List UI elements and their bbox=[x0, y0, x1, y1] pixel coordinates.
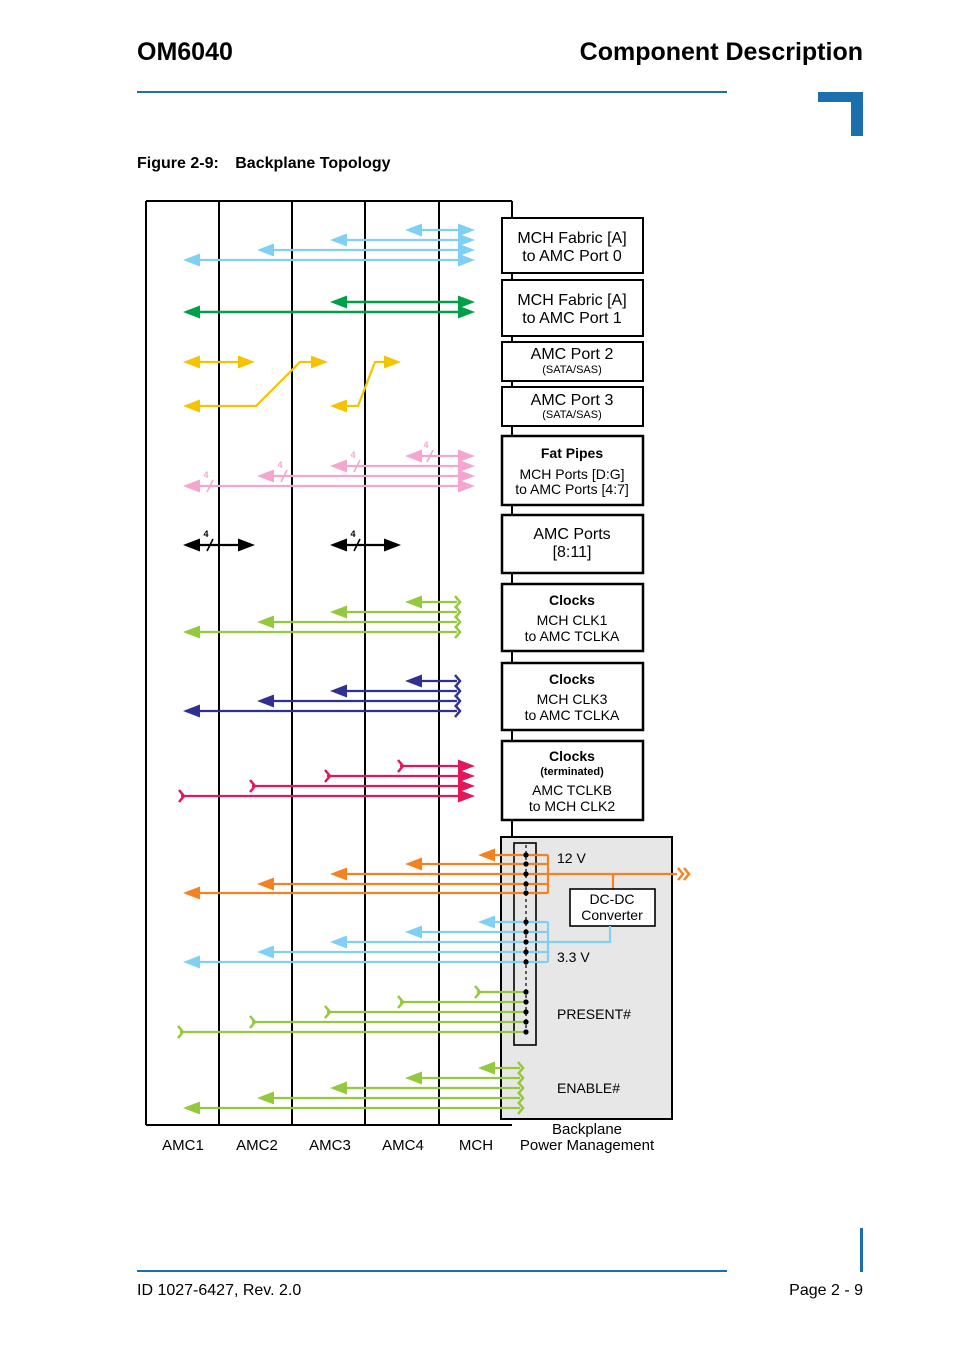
column-label-amc3: AMC3 bbox=[309, 1137, 351, 1154]
sata-arrow bbox=[384, 356, 401, 369]
fatpipe-lane-label: 4 bbox=[350, 450, 356, 460]
v12-input bbox=[684, 868, 689, 880]
fabric0-arrow-left bbox=[257, 244, 274, 257]
present-pin bbox=[523, 1019, 528, 1024]
power-management-label-1: Backplane bbox=[551, 1121, 623, 1138]
v12-arrow bbox=[330, 868, 347, 881]
column-label-mch: MCH bbox=[458, 1137, 494, 1154]
box-fabric0-line1: MCH Fabric [A] bbox=[517, 230, 627, 247]
fabric1-arrow-left bbox=[330, 296, 347, 309]
present-pin bbox=[523, 1009, 528, 1014]
v33-label: 3.3 V bbox=[557, 949, 590, 965]
fatpipe-lane-label: 4 bbox=[423, 440, 429, 450]
converter-label-2: Converter bbox=[581, 907, 643, 923]
corner-mark-bottom bbox=[860, 1228, 863, 1272]
box-clk2-title: Clocks bbox=[549, 748, 595, 764]
enable-arrow bbox=[478, 1062, 495, 1075]
box-fabric1-line1: MCH Fabric [A] bbox=[517, 292, 627, 309]
clk2-arrow bbox=[458, 790, 475, 803]
box-ports811-line1: AMC Ports bbox=[533, 526, 611, 543]
box-clk2-line2: to MCH CLK2 bbox=[528, 798, 616, 814]
v33-pin bbox=[523, 929, 528, 934]
v12-arrow bbox=[257, 878, 274, 891]
v33-arrow bbox=[330, 936, 347, 949]
box-clk1-line2: to AMC TCLKA bbox=[524, 628, 620, 644]
sata-link bbox=[193, 362, 318, 406]
v33-arrow bbox=[478, 916, 495, 929]
v12-input bbox=[678, 868, 683, 880]
clk3-arrow bbox=[257, 695, 274, 708]
box-port3-line1: AMC Port 3 bbox=[530, 392, 614, 409]
sata-arrow bbox=[311, 356, 328, 369]
column-label-amc2: AMC2 bbox=[236, 1137, 278, 1154]
column-label-amc4: AMC4 bbox=[382, 1137, 424, 1154]
v12-arrow bbox=[405, 858, 422, 871]
ports811-arrow-left bbox=[183, 539, 200, 552]
fatpipe-lane-label: 4 bbox=[277, 460, 283, 470]
v12-arrow bbox=[183, 887, 200, 900]
clk3-arrow bbox=[405, 675, 422, 688]
fatpipe-arrow-left bbox=[257, 470, 274, 483]
sata-arrow bbox=[238, 356, 255, 369]
box-clk2-line1: AMC TCLKB bbox=[532, 782, 612, 798]
document-title: OM6040 bbox=[137, 38, 233, 66]
converter-label-1: DC-DC bbox=[589, 891, 635, 907]
fatpipe-arrow-left bbox=[405, 450, 422, 463]
enable-arrow bbox=[330, 1082, 347, 1095]
box-fabric1-line2: to AMC Port 1 bbox=[522, 310, 622, 327]
page-number: Page 2 - 9 bbox=[789, 1282, 863, 1299]
box-ports811-line2: [8:11] bbox=[552, 544, 592, 561]
box-clk1-line1: MCH CLK1 bbox=[536, 612, 608, 628]
section-title: Component Description bbox=[579, 38, 863, 66]
figure-title: Backplane Topology bbox=[235, 155, 391, 172]
enable-arrow bbox=[257, 1092, 274, 1105]
column-label-amc1: AMC1 bbox=[162, 1137, 204, 1154]
fabric1-arrow-right bbox=[458, 306, 475, 319]
figure-number: Figure 2-9: bbox=[137, 155, 219, 172]
box-port2-line1: AMC Port 2 bbox=[530, 346, 614, 363]
clk1-arrow bbox=[330, 606, 347, 619]
enable-arrow bbox=[405, 1072, 422, 1085]
ports811-lane-label: 4 bbox=[203, 529, 209, 539]
fatpipe-arrow-left bbox=[183, 480, 200, 493]
box-port2-sub: (SATA/SAS) bbox=[542, 364, 602, 376]
box-clk3-line2: to AMC TCLKA bbox=[524, 707, 620, 723]
v12-pin bbox=[523, 871, 528, 876]
fatpipe-arrow-right bbox=[458, 480, 475, 493]
present-label: PRESENT# bbox=[557, 1006, 631, 1022]
ports811-arrow-left bbox=[330, 539, 347, 552]
sata-arrow bbox=[330, 400, 347, 413]
v12-pin bbox=[523, 852, 528, 857]
box-clk2-sub: (terminated) bbox=[540, 766, 604, 778]
fatpipe-arrow-left bbox=[330, 460, 347, 473]
v12-label: 12 V bbox=[557, 850, 586, 866]
v33-arrow bbox=[405, 926, 422, 939]
clk1-arrow bbox=[183, 626, 200, 639]
present-pin bbox=[523, 999, 528, 1004]
ports811-arrow-right bbox=[384, 539, 401, 552]
fatpipe-lane-label: 4 bbox=[203, 470, 209, 480]
v12-pin bbox=[523, 890, 528, 895]
box-clk1-title: Clocks bbox=[549, 592, 595, 608]
box-fabric0-line2: to AMC Port 0 bbox=[522, 248, 622, 265]
box-clk3-title: Clocks bbox=[549, 671, 595, 687]
v33-arrow bbox=[257, 946, 274, 959]
v12-pin bbox=[523, 881, 528, 886]
power-management-label-2: Power Management bbox=[519, 1137, 655, 1154]
fabric0-arrow-left bbox=[405, 224, 422, 237]
clk3-arrow bbox=[183, 705, 200, 718]
fabric0-arrow-left bbox=[183, 254, 200, 267]
sata-arrow bbox=[183, 356, 200, 369]
v33-pin bbox=[523, 949, 528, 954]
box-fatpipe-line2: to AMC Ports [4:7] bbox=[515, 481, 629, 497]
footer-rule bbox=[137, 1270, 727, 1272]
v12-pin bbox=[523, 861, 528, 866]
document-id: ID 1027-6427, Rev. 2.0 bbox=[137, 1282, 302, 1299]
box-fatpipe-line1: MCH Ports [D:G] bbox=[519, 466, 625, 482]
ports811-lane-label: 4 bbox=[350, 529, 356, 539]
v33-pin bbox=[523, 959, 528, 964]
enable-label: ENABLE# bbox=[557, 1080, 621, 1096]
fabric1-arrow-left bbox=[183, 306, 200, 319]
fabric0-arrow-left bbox=[330, 234, 347, 247]
v33-pin bbox=[523, 939, 528, 944]
fabric0-arrow-right bbox=[458, 254, 475, 267]
v33-arrow bbox=[183, 956, 200, 969]
v33-pin bbox=[523, 919, 528, 924]
present-pin bbox=[523, 1029, 528, 1034]
ports811-arrow-right bbox=[238, 539, 255, 552]
present-pin bbox=[523, 989, 528, 994]
box-fatpipe-title: Fat Pipes bbox=[540, 445, 604, 461]
clk1-arrow bbox=[257, 616, 274, 629]
clk3-arrow bbox=[330, 685, 347, 698]
clk1-arrow bbox=[405, 596, 422, 609]
enable-arrow bbox=[183, 1102, 200, 1115]
sata-arrow bbox=[183, 400, 200, 413]
power-management-block bbox=[501, 837, 672, 1119]
v12-arrow bbox=[478, 849, 495, 862]
box-clk3-line1: MCH CLK3 bbox=[536, 691, 608, 707]
box-port3-sub: (SATA/SAS) bbox=[542, 409, 602, 421]
